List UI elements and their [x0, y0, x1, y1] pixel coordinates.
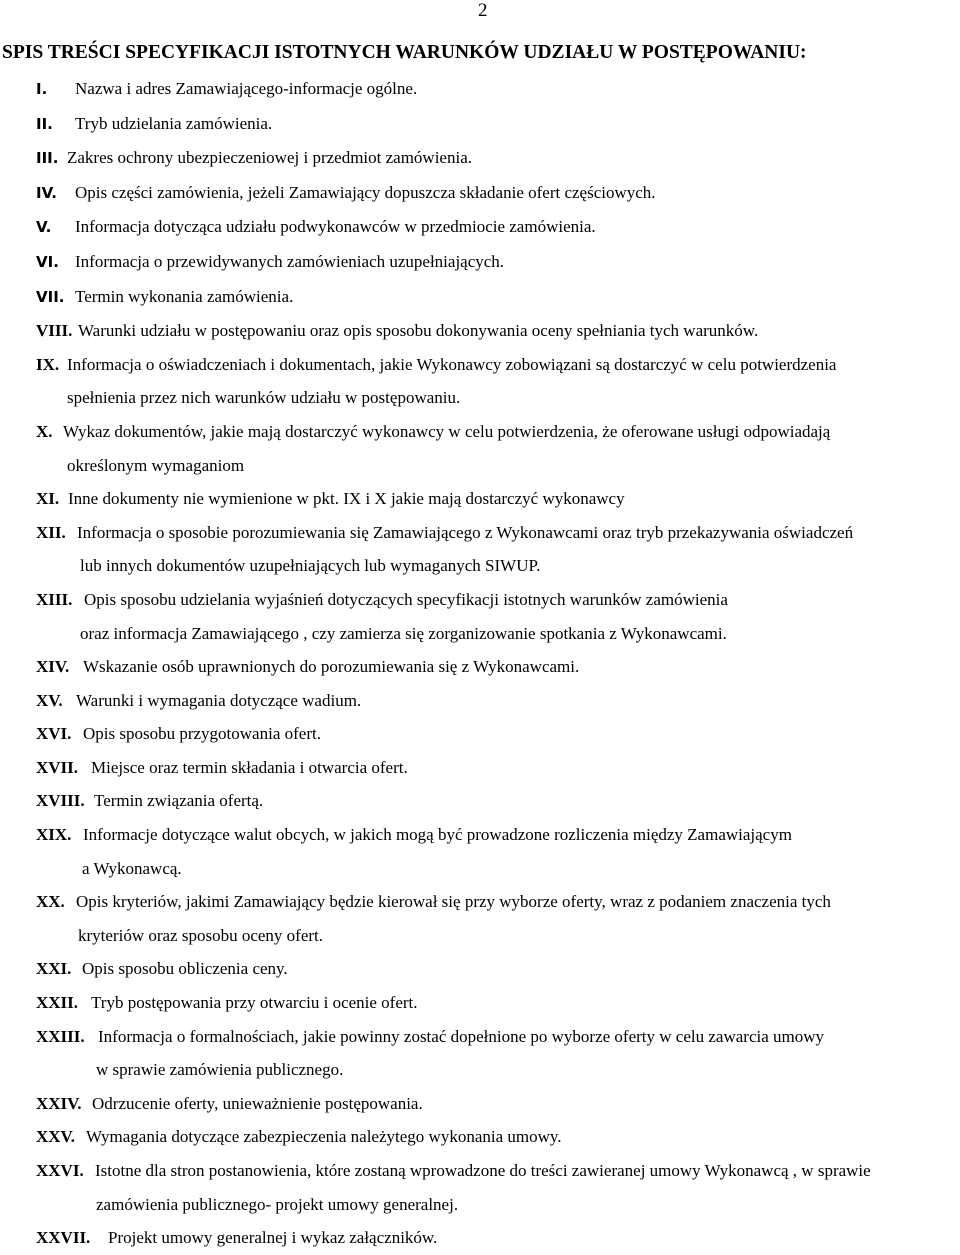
toc-item-17 — [0, 751, 960, 785]
toc-item-27 — [0, 1221, 960, 1255]
toc-text: Opis sposobu przygotowania ofert. — [83, 724, 321, 744]
toc-number: XVII. — [36, 757, 79, 777]
toc-text-continuation: oraz informacja Zamawiającego , czy zamierza się zorganizowanie spotkania z Wykonawcami. — [80, 623, 727, 643]
toc-text: Projekt umowy generalnej i wykaz załączników. — [108, 1228, 438, 1248]
toc-text: Informacja o sposobie porozumiewania się Zamawiającego z Wykonawcami oraz tryb przekazywania oświadczeń — [77, 522, 854, 542]
toc-item-22 — [0, 986, 960, 1020]
toc-number: IX. — [36, 354, 60, 374]
toc-item-26 — [0, 1154, 960, 1221]
toc-text: Termin związania ofertą. — [94, 791, 264, 811]
toc-item-21 — [0, 952, 960, 986]
toc-item-1 — [0, 72, 960, 107]
toc-number: III. — [36, 149, 59, 168]
toc-item-3 — [0, 141, 960, 176]
toc-item-14 — [0, 650, 960, 684]
toc-text-continuation: a Wykonawcą. — [82, 858, 182, 878]
toc-number: VI. — [36, 252, 59, 271]
toc-number: XX. — [36, 892, 65, 912]
toc-item-16 — [0, 717, 960, 751]
toc-number: XV. — [36, 690, 63, 710]
toc-text: Tryb udzielania zamówienia. — [75, 113, 273, 133]
toc-number: V. — [36, 218, 52, 237]
toc-number: XXV. — [36, 1127, 75, 1147]
toc-item-7 — [0, 280, 960, 315]
toc-text: Zakres ochrony ubezpieczeniowej i przedmiot zamówienia. — [67, 148, 472, 168]
toc-number: IV. — [36, 183, 57, 202]
toc-item-23 — [0, 1020, 960, 1087]
toc-text: Warunki udziału w postępowaniu oraz opis sposobu dokonywania oceny spełniania tych warunków. — [78, 321, 759, 341]
toc-item-18 — [0, 784, 960, 818]
toc-number: VIII. — [36, 321, 73, 341]
toc-item-24 — [0, 1087, 960, 1121]
toc-item-2 — [0, 107, 960, 142]
toc-text: Opis sposobu udzielania wyjaśnień dotyczących specyfikacji istotnych warunków zamówienia — [84, 589, 728, 609]
toc-number: XIII. — [36, 589, 73, 609]
toc-text: Opis sposobu obliczenia ceny. — [82, 959, 288, 979]
toc-text: Informacje dotyczące walut obcych, w jakich mogą być prowadzone rozliczenia między Zamawiającym — [83, 825, 792, 845]
toc-text: Odrzucenie oferty, unieważnienie postępowania. — [92, 1093, 423, 1113]
toc-text: Tryb postępowania przy otwarciu i ocenie ofert. — [91, 993, 418, 1013]
toc-number: VII. — [36, 287, 65, 306]
table-of-contents — [0, 72, 960, 1255]
toc-item-9 — [0, 348, 960, 415]
toc-number: XXVII. — [36, 1228, 91, 1248]
toc-text: Opis kryteriów, jakimi Zamawiający będzie kierował się przy wyborze oferty, wraz z podaniem znaczenia tych — [76, 892, 831, 912]
toc-item-13 — [0, 583, 960, 650]
toc-text: Opis części zamówienia, jeżeli Zamawiający dopuszcza składanie ofert częściowych. — [75, 182, 656, 202]
document-title: SPIS TREŚCI SPECYFIKACJI ISTOTNYCH WARUNKÓW UDZIAŁU W POSTĘPOWANIU: — [2, 42, 807, 63]
toc-number: XVI. — [36, 724, 72, 744]
toc-number: XIV. — [36, 657, 70, 677]
toc-number: XIX. — [36, 825, 72, 845]
toc-number: XII. — [36, 522, 66, 542]
toc-item-4 — [0, 176, 960, 211]
toc-item-5 — [0, 210, 960, 245]
toc-text: Informacja o oświadczeniach i dokumentach, jakie Wykonawcy zobowiązani są dostarczyć w celu potwierdzenia — [67, 354, 837, 374]
toc-text: Informacja o przewidywanych zamówieniach uzupełniających. — [75, 251, 505, 271]
toc-text: Wskazanie osób uprawnionych do porozumiewania się z Wykonawcami. — [83, 657, 580, 677]
toc-text-continuation: zamówienia publicznego- projekt umowy generalnej. — [96, 1194, 459, 1214]
toc-text: Wykaz dokumentów, jakie mają dostarczyć wykonawcy w celu potwierdzenia, że oferowane usługi odpowiadają — [63, 421, 831, 441]
toc-number: XVIII. — [36, 791, 85, 811]
toc-text: Informacja dotycząca udziału podwykonawców w przedmiocie zamówienia. — [75, 217, 596, 237]
toc-text-continuation: spełnienia przez nich warunków udziału w postępowaniu. — [67, 388, 461, 408]
toc-text-continuation: lub innych dokumentów uzupełniających lub wymaganych SIWUP. — [80, 556, 541, 576]
toc-item-20 — [0, 885, 960, 952]
toc-number: XXVI. — [36, 1161, 84, 1180]
toc-text: Warunki i wymagania dotyczące wadium. — [76, 690, 362, 710]
toc-text-continuation: określonym wymaganiom — [67, 455, 245, 475]
toc-number: XXI. — [36, 959, 72, 979]
toc-number: I. — [36, 80, 48, 98]
toc-item-8 — [0, 314, 960, 348]
toc-text: Istotne dla stron postanowienia, które zostaną wprowadzone do treści zawieranej umowy Wykonawcą , w sprawie — [95, 1161, 871, 1180]
toc-number: XXII. — [36, 993, 79, 1013]
toc-number: XXIII. — [36, 1026, 85, 1046]
toc-text: Miejsce oraz termin składania i otwarcia ofert. — [91, 757, 408, 777]
toc-item-25 — [0, 1120, 960, 1154]
toc-item-6 — [0, 245, 960, 280]
toc-item-19 — [0, 818, 960, 885]
toc-item-15 — [0, 684, 960, 718]
toc-number: XXIV. — [36, 1093, 82, 1113]
toc-text: Informacja o formalnościach, jakie powinny zostać dopełnione po wyborze oferty w celu zawarcia umowy — [98, 1026, 825, 1046]
toc-text: Termin wykonania zamówienia. — [75, 286, 294, 306]
toc-item-11 — [0, 482, 960, 516]
toc-text-continuation: w sprawie zamówienia publicznego. — [96, 1060, 344, 1080]
toc-item-12 — [0, 516, 960, 583]
toc-number: II. — [36, 114, 53, 133]
toc-text: Inne dokumenty nie wymienione w pkt. IX i X jakie mają dostarczyć wykonawcy — [68, 489, 625, 509]
toc-number: X. — [36, 421, 53, 441]
toc-text: Wymagania dotyczące zabezpieczenia należytego wykonania umowy. — [86, 1127, 562, 1147]
toc-number: XI. — [36, 489, 60, 509]
page-number: 2 — [478, 0, 488, 21]
toc-item-10 — [0, 415, 960, 482]
toc-text-continuation: kryteriów oraz sposobu oceny ofert. — [78, 925, 324, 945]
toc-text: Nazwa i adres Zamawiającego-informacje ogólne. — [75, 79, 418, 98]
